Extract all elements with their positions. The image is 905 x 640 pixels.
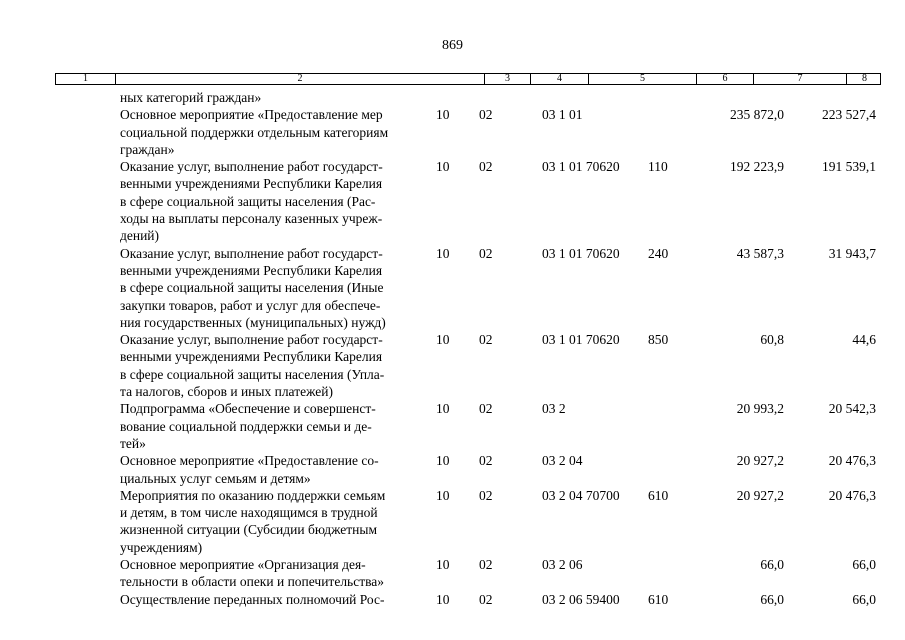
- row-amount-year2: 66,0: [852, 557, 876, 573]
- row-description-line: граждан»: [120, 141, 175, 157]
- row-description-line: в сфере социальной защиты населения (Рас-: [120, 193, 376, 209]
- row-description: [120, 158, 424, 244]
- row-amount-year1: 66,0: [760, 557, 784, 573]
- table-row: [0, 245, 905, 332]
- page-number: 869: [442, 38, 463, 53]
- row-subsection: 02: [479, 332, 493, 348]
- table-row: [0, 487, 905, 556]
- row-amount-year2: 44,6: [852, 332, 876, 348]
- header-col-2: 2: [116, 74, 485, 84]
- table-body: [0, 89, 905, 608]
- row-description-line: Оказание услуг, выполнение работ государст-: [120, 159, 383, 175]
- row-target-code: 03 2 06 59400: [542, 591, 620, 607]
- row-description-line: ных категорий граждан»: [120, 90, 262, 105]
- row-description-line: тей»: [120, 435, 146, 451]
- row-expense-type: 610: [648, 591, 669, 607]
- table-row: [0, 452, 905, 487]
- row-description-line: закупки товаров, работ и услуг для обеспече-: [120, 297, 381, 313]
- row-section: 10: [436, 332, 450, 348]
- row-section: 10: [436, 453, 450, 469]
- table-row: [0, 89, 905, 106]
- row-section: 10: [436, 401, 450, 417]
- row-section: 10: [436, 107, 450, 123]
- row-description: [120, 245, 424, 331]
- row-description: [120, 556, 424, 591]
- header-col-7: 7: [754, 74, 847, 84]
- row-amount-year1: 20 927,2: [736, 453, 784, 469]
- row-description-line: Оказание услуг, выполнение работ государст-: [120, 332, 383, 348]
- row-target-code: 03 1 01 70620: [542, 159, 620, 175]
- row-section: 10: [436, 591, 450, 607]
- row-description: [120, 487, 424, 556]
- row-description-line: Осуществление переданных полномочий Рос-: [120, 591, 385, 607]
- row-description-line: учреждениям): [120, 539, 203, 555]
- row-amount-year2: 20 476,3: [828, 487, 876, 503]
- row-description-line: Подпрограмма «Обеспечение и совершенст-: [120, 401, 376, 417]
- row-amount-year2: 20 542,3: [828, 401, 876, 417]
- row-target-code: 03 1 01 70620: [542, 332, 620, 348]
- row-description-line: дений): [120, 228, 160, 244]
- table-row: [0, 106, 905, 158]
- row-subsection: 02: [479, 487, 493, 503]
- row-description: [120, 331, 424, 400]
- row-subsection: 02: [479, 107, 493, 123]
- row-amount-year2: 223 527,4: [822, 107, 876, 123]
- row-amount-year2: 31 943,7: [828, 245, 876, 261]
- table-row: [0, 400, 905, 452]
- row-description-line: Основное мероприятие «Предоставление мер: [120, 107, 383, 123]
- row-description-line: венными учреждениями Республики Карелия: [120, 262, 383, 278]
- table-header-row: [55, 73, 881, 85]
- row-amount-year2: 191 539,1: [822, 159, 876, 175]
- header-col-6: 6: [697, 74, 754, 84]
- row-expense-type: 850: [648, 332, 669, 348]
- row-description: [120, 591, 424, 608]
- row-description-line: вование социальной поддержки семьи и де-: [120, 418, 372, 434]
- row-section: 10: [436, 557, 450, 573]
- row-description-line: циальных услуг семьям и детям»: [120, 470, 311, 486]
- row-description-line: ния государственных (муниципальных) нужд): [120, 314, 386, 330]
- row-amount-year1: 60,8: [760, 332, 784, 348]
- row-amount-year1: 20 993,2: [736, 401, 784, 417]
- row-description-line: Основное мероприятие «Предоставление со-: [120, 453, 379, 469]
- row-amount-year2: 66,0: [852, 591, 876, 607]
- row-section: 10: [436, 159, 450, 175]
- row-amount-year1: 20 927,2: [736, 487, 784, 503]
- row-description-line: Основное мероприятие «Организация дея-: [120, 557, 366, 573]
- row-description-line: Оказание услуг, выполнение работ государст-: [120, 245, 383, 261]
- row-description: [120, 89, 424, 106]
- row-description-line: ходы на выплаты персоналу казенных учреж-: [120, 211, 383, 227]
- row-target-code: 03 1 01 70620: [542, 245, 620, 261]
- row-amount-year2: 20 476,3: [828, 453, 876, 469]
- row-description: [120, 400, 424, 452]
- row-description: [120, 452, 424, 487]
- row-section: 10: [436, 487, 450, 503]
- row-expense-type: 610: [648, 487, 669, 503]
- row-description-line: и детям, в том числе находящимся в трудной: [120, 505, 378, 521]
- row-amount-year1: 192 223,9: [730, 159, 784, 175]
- row-description-line: в сфере социальной защиты населения (Упла-: [120, 366, 385, 382]
- row-target-code: 03 1 01: [542, 107, 583, 123]
- row-section: 10: [436, 245, 450, 261]
- row-description-line: венными учреждениями Республики Карелия: [120, 349, 383, 365]
- header-col-5: 5: [589, 74, 697, 84]
- row-description-line: Мероприятия по оказанию поддержки семьям: [120, 487, 386, 503]
- row-amount-year1: 66,0: [760, 591, 784, 607]
- row-target-code: 03 2 04: [542, 453, 583, 469]
- row-amount-year1: 43 587,3: [736, 245, 784, 261]
- table-row: [0, 556, 905, 591]
- table-row: [0, 158, 905, 245]
- row-subsection: 02: [479, 245, 493, 261]
- row-expense-type: 240: [648, 245, 669, 261]
- row-description: [120, 106, 424, 158]
- table-row: [0, 591, 905, 608]
- row-amount-year1: 235 872,0: [730, 107, 784, 123]
- table-row: [0, 331, 905, 400]
- row-description-line: венными учреждениями Республики Карелия: [120, 176, 383, 192]
- row-description-line: жизненной ситуации (Субсидии бюджетным: [120, 522, 377, 538]
- header-col-8: 8: [862, 73, 867, 84]
- row-subsection: 02: [479, 557, 493, 573]
- row-target-code: 03 2: [542, 401, 566, 417]
- row-target-code: 03 2 04 70700: [542, 487, 620, 503]
- header-col-4: 4: [531, 74, 589, 84]
- row-description-line: в сфере социальной защиты населения (Иные: [120, 280, 384, 296]
- row-subsection: 02: [479, 401, 493, 417]
- row-description-line: та налогов, сборов и иных платежей): [120, 384, 333, 400]
- row-subsection: 02: [479, 591, 493, 607]
- row-expense-type: 110: [648, 159, 668, 175]
- row-description-line: тельности в области опеки и попечительства»: [120, 574, 385, 590]
- row-target-code: 03 2 06: [542, 557, 583, 573]
- row-subsection: 02: [479, 159, 493, 175]
- row-description-line: социальной поддержки отдельным категориям: [120, 124, 389, 140]
- header-col-1: 1: [56, 74, 116, 84]
- row-subsection: 02: [479, 453, 493, 469]
- header-col-3: 3: [485, 74, 531, 84]
